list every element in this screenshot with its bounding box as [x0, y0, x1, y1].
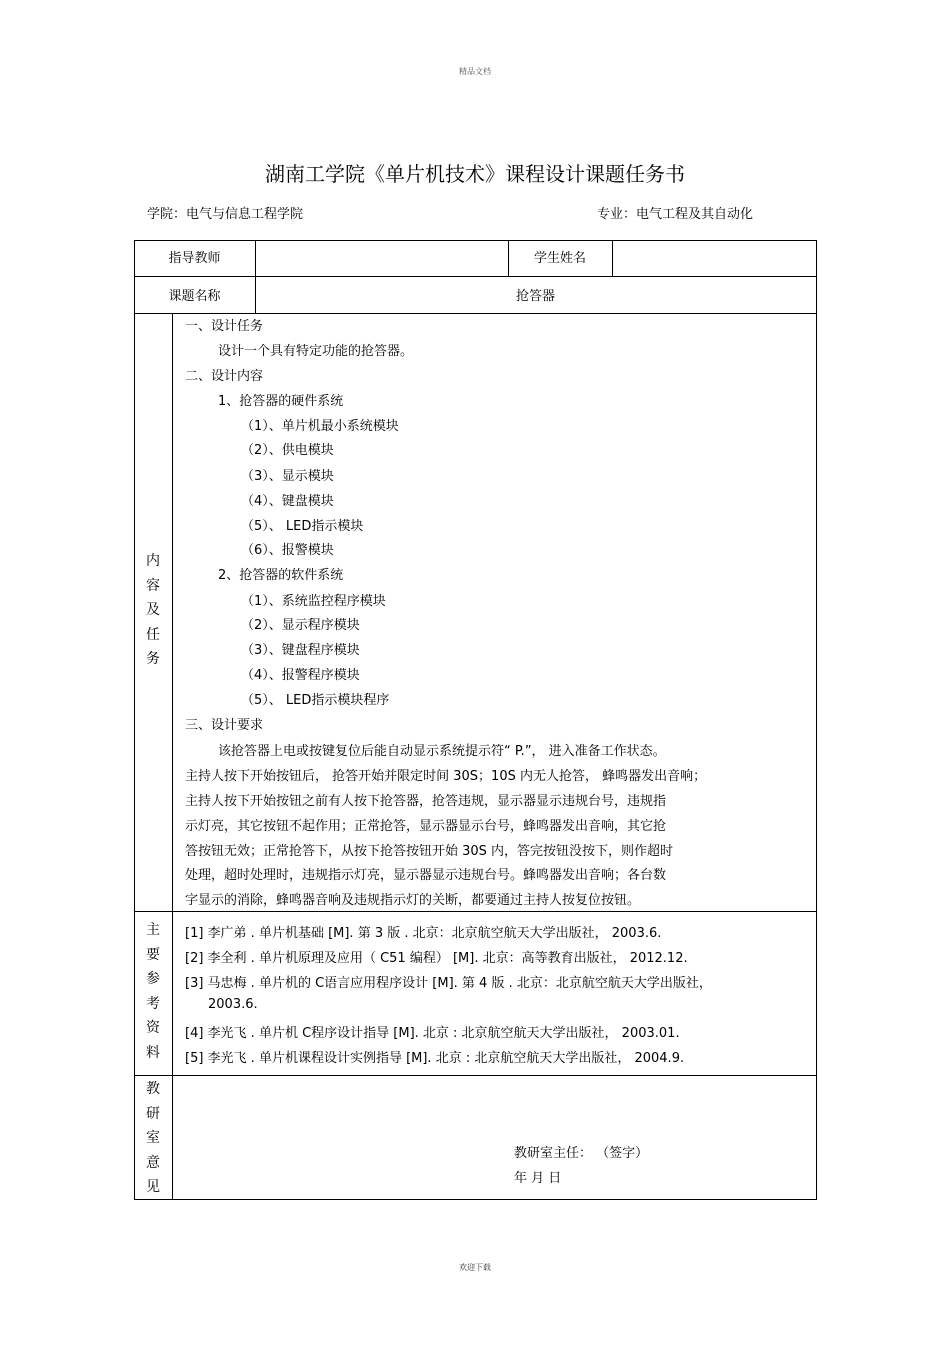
content-line: 字显示的消除，蜂鸣器音响及违规指示灯的关断，都要通过主持人按复位按钮。 [185, 893, 641, 908]
topic-value: 抢答器 [515, 289, 555, 304]
reference-line: [4] 李光飞 . 单片机 C程序设计指导 [M]. 北京 : 北京航空航天大学出版社， 2003.01. [185, 1026, 680, 1041]
content-line: 一、设计任务 [185, 319, 264, 334]
table-row-divider [134, 313, 817, 314]
content-line: 1、抢答器的硬件系统 [218, 394, 344, 409]
table-border-right [816, 240, 817, 1200]
reference-line: [5] 李光飞 . 单片机课程设计实例指导 [M]. 北京 : 北京航空航天大学出版社， 2004.9. [185, 1051, 685, 1066]
topic-label: 课题名称 [168, 289, 221, 304]
content-line: （4）、报警程序模块 [241, 668, 360, 683]
content-line: （5）、 LED指示模块程序 [241, 693, 390, 708]
content-line: 处理，超时处理时，违规指示灯亮，显示器显示违规台号。蜂鸣器发出音响；各台数 [185, 868, 667, 883]
content-line: （4）、键盘模块 [241, 494, 334, 509]
content-line: （3）、键盘程序模块 [241, 643, 360, 658]
content-line: 三、设计要求 [185, 718, 264, 733]
content-line: （1）、单片机最小系统模块 [241, 419, 399, 434]
content-line: 设计一个具有特定功能的抢答器。 [218, 344, 414, 359]
content-line: 二、设计内容 [185, 369, 264, 384]
date-line: 年 月 日 [514, 1171, 562, 1186]
content-line: （5）、 LED指示模块 [241, 519, 364, 534]
content-line: 2、抢答器的软件系统 [218, 568, 344, 583]
teacher-label: 指导教师 [168, 251, 221, 266]
opinion-label: 教 研 室 意 见 [146, 1081, 160, 1195]
content-line: （6）、报警模块 [241, 543, 334, 558]
content-line: 主持人按下开始按钮后， 抢答开始并限定时间 30S；10S 内无人抢答， 蜂鸣器发出音响； [185, 769, 707, 784]
content-line: 主持人按下开始按钮之前有人按下抢答器，抢答违规，显示器显示违规台号，违规指 [185, 794, 667, 809]
content-line: （2）、供电模块 [241, 443, 334, 458]
table-col-divider [612, 240, 613, 276]
reference-line: [2] 李全利 . 单片机原理及应用（ C51 编程） [M]. 北京：高等教育出版社， 2012.12. [185, 951, 688, 966]
table-border-left [134, 240, 135, 1200]
reference-line: 2003.6. [208, 997, 258, 1012]
table-row-divider [134, 276, 817, 277]
college-label: 学院：电气与信息工程学院 [147, 207, 304, 222]
student-label: 学生姓名 [533, 251, 586, 266]
content-label: 内 容 及 任 务 [146, 553, 160, 667]
references-label: 主 要 参 考 资 料 [146, 922, 160, 1061]
reference-line: [3] 马忠梅 . 单片机的 C语言应用程序设计 [M]. 第 4 版 . 北京：北京航空航天大学出版社， [185, 976, 712, 991]
table-row-divider [134, 1075, 817, 1076]
content-line: （1）、系统监控程序模块 [241, 594, 386, 609]
reference-line: [1] 李广弟 . 单片机基础 [M]. 第 3 版 . 北京：北京航空航天大学出版社， 2003.6. [185, 926, 662, 941]
footer-watermark: 欢迎下载 [459, 1263, 491, 1272]
content-line: 示灯亮，其它按钮不起作用；正常抢答，显示器显示台号，蜂鸣器发出音响，其它抢 [185, 819, 667, 834]
director-signature: 教研室主任： （签字） [514, 1146, 649, 1161]
content-line: 该抢答器上电或按键复位后能自动显示系统提示符“ P.”， 进入准备工作状态。 [218, 744, 666, 759]
content-line: （2）、显示程序模块 [241, 618, 360, 633]
table-col-divider [172, 313, 173, 1200]
page-title: 湖南工学院《单片机技术》课程设计课题任务书 [265, 162, 685, 186]
header-watermark: 精品文档 [459, 67, 491, 76]
content-line: （3）、显示模块 [241, 469, 334, 484]
content-line: 答按钮无效；正常抢答下，从按下抢答按钮开始 30S 内，答完按钮没按下，则作超时 [185, 844, 674, 859]
table-border-bottom [134, 1199, 817, 1200]
major-label: 专业：电气工程及其自动化 [597, 207, 754, 222]
table-row-divider [134, 911, 817, 912]
table-border-top [134, 240, 817, 241]
